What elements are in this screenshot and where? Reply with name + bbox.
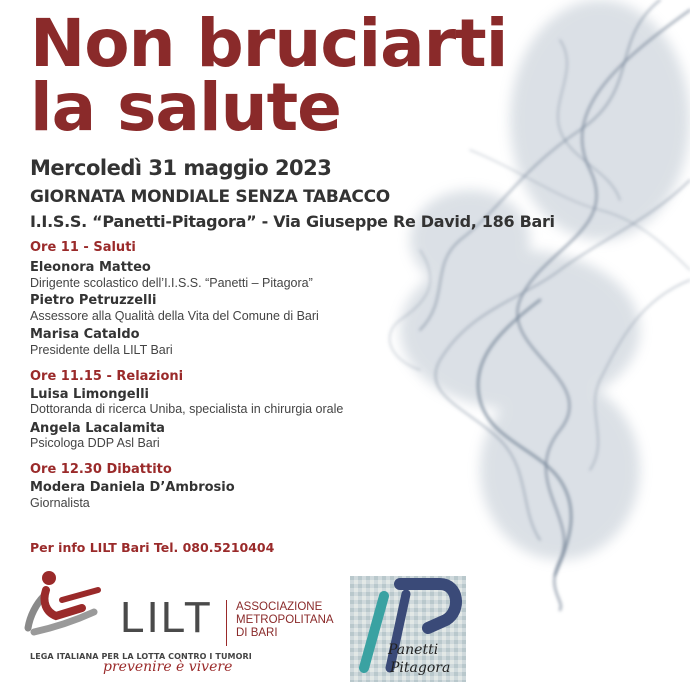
association-line: ASSOCIAZIONE	[236, 601, 323, 613]
section-heading-relazioni: Ore 11.15 - Relazioni	[30, 369, 184, 384]
lilt-full-name: LEGA ITALIANA PER LA LOTTA CONTRO I TUMORI	[30, 652, 252, 661]
speaker-name: Luisa Limongelli	[30, 387, 149, 402]
speaker-role: Giornalista	[30, 496, 90, 510]
panetti-pitagora-logo-icon	[350, 576, 466, 682]
speaker-name: Marisa Cataldo	[30, 327, 140, 342]
speaker-role: Presidente della LILT Bari	[30, 343, 173, 357]
school-logo-text-2: Pitagora	[390, 660, 451, 676]
speaker-role: Dottoranda di ricerca Uniba, specialista in chirurgia orale	[30, 402, 344, 416]
speaker-name: Eleonora Matteo	[30, 260, 151, 275]
section-heading-dibattito: Ore 12.30 Dibattito	[30, 462, 172, 477]
speaker-name: Angela Lacalamita	[30, 421, 165, 436]
lilt-slogan: prevenire è vivere	[103, 659, 233, 675]
speaker-name: Modera Daniela D’Ambrosio	[30, 480, 235, 495]
school-logo-text-1: Panetti	[388, 642, 439, 658]
event-name: GIORNATA MONDIALE SENZA TABACCO	[30, 187, 390, 207]
event-date: Mercoledì 31 maggio 2023	[30, 156, 332, 180]
association-name	[236, 601, 334, 640]
lilt-wordmark: LILT	[120, 593, 213, 642]
logo-divider	[226, 600, 227, 646]
info-contact: Per info LILT Bari Tel. 080.5210404	[30, 540, 275, 555]
speaker-role: Assessore alla Qualità della Vita del Comune di Bari	[30, 309, 319, 323]
association-line: METROPOLITANA	[236, 614, 334, 626]
speaker-name: Pietro Petruzzelli	[30, 293, 157, 308]
association-line: DI BARI	[236, 627, 278, 639]
speaker-role: Psicologa DDP Asl Bari	[30, 436, 160, 450]
speaker-role: Dirigente scolastico dell’I.I.S.S. “Panetti – Pitagora”	[30, 276, 313, 290]
title-line-1: Non bruciarti	[30, 5, 508, 82]
lilt-figure-logo-icon	[22, 568, 122, 646]
title-line-2: la salute	[30, 69, 341, 146]
page-title	[30, 5, 508, 146]
section-heading-saluti: Ore 11 - Saluti	[30, 240, 136, 255]
event-venue: I.I.S.S. “Panetti-Pitagora” - Via Giuseppe Re David, 186 Bari	[30, 212, 555, 231]
